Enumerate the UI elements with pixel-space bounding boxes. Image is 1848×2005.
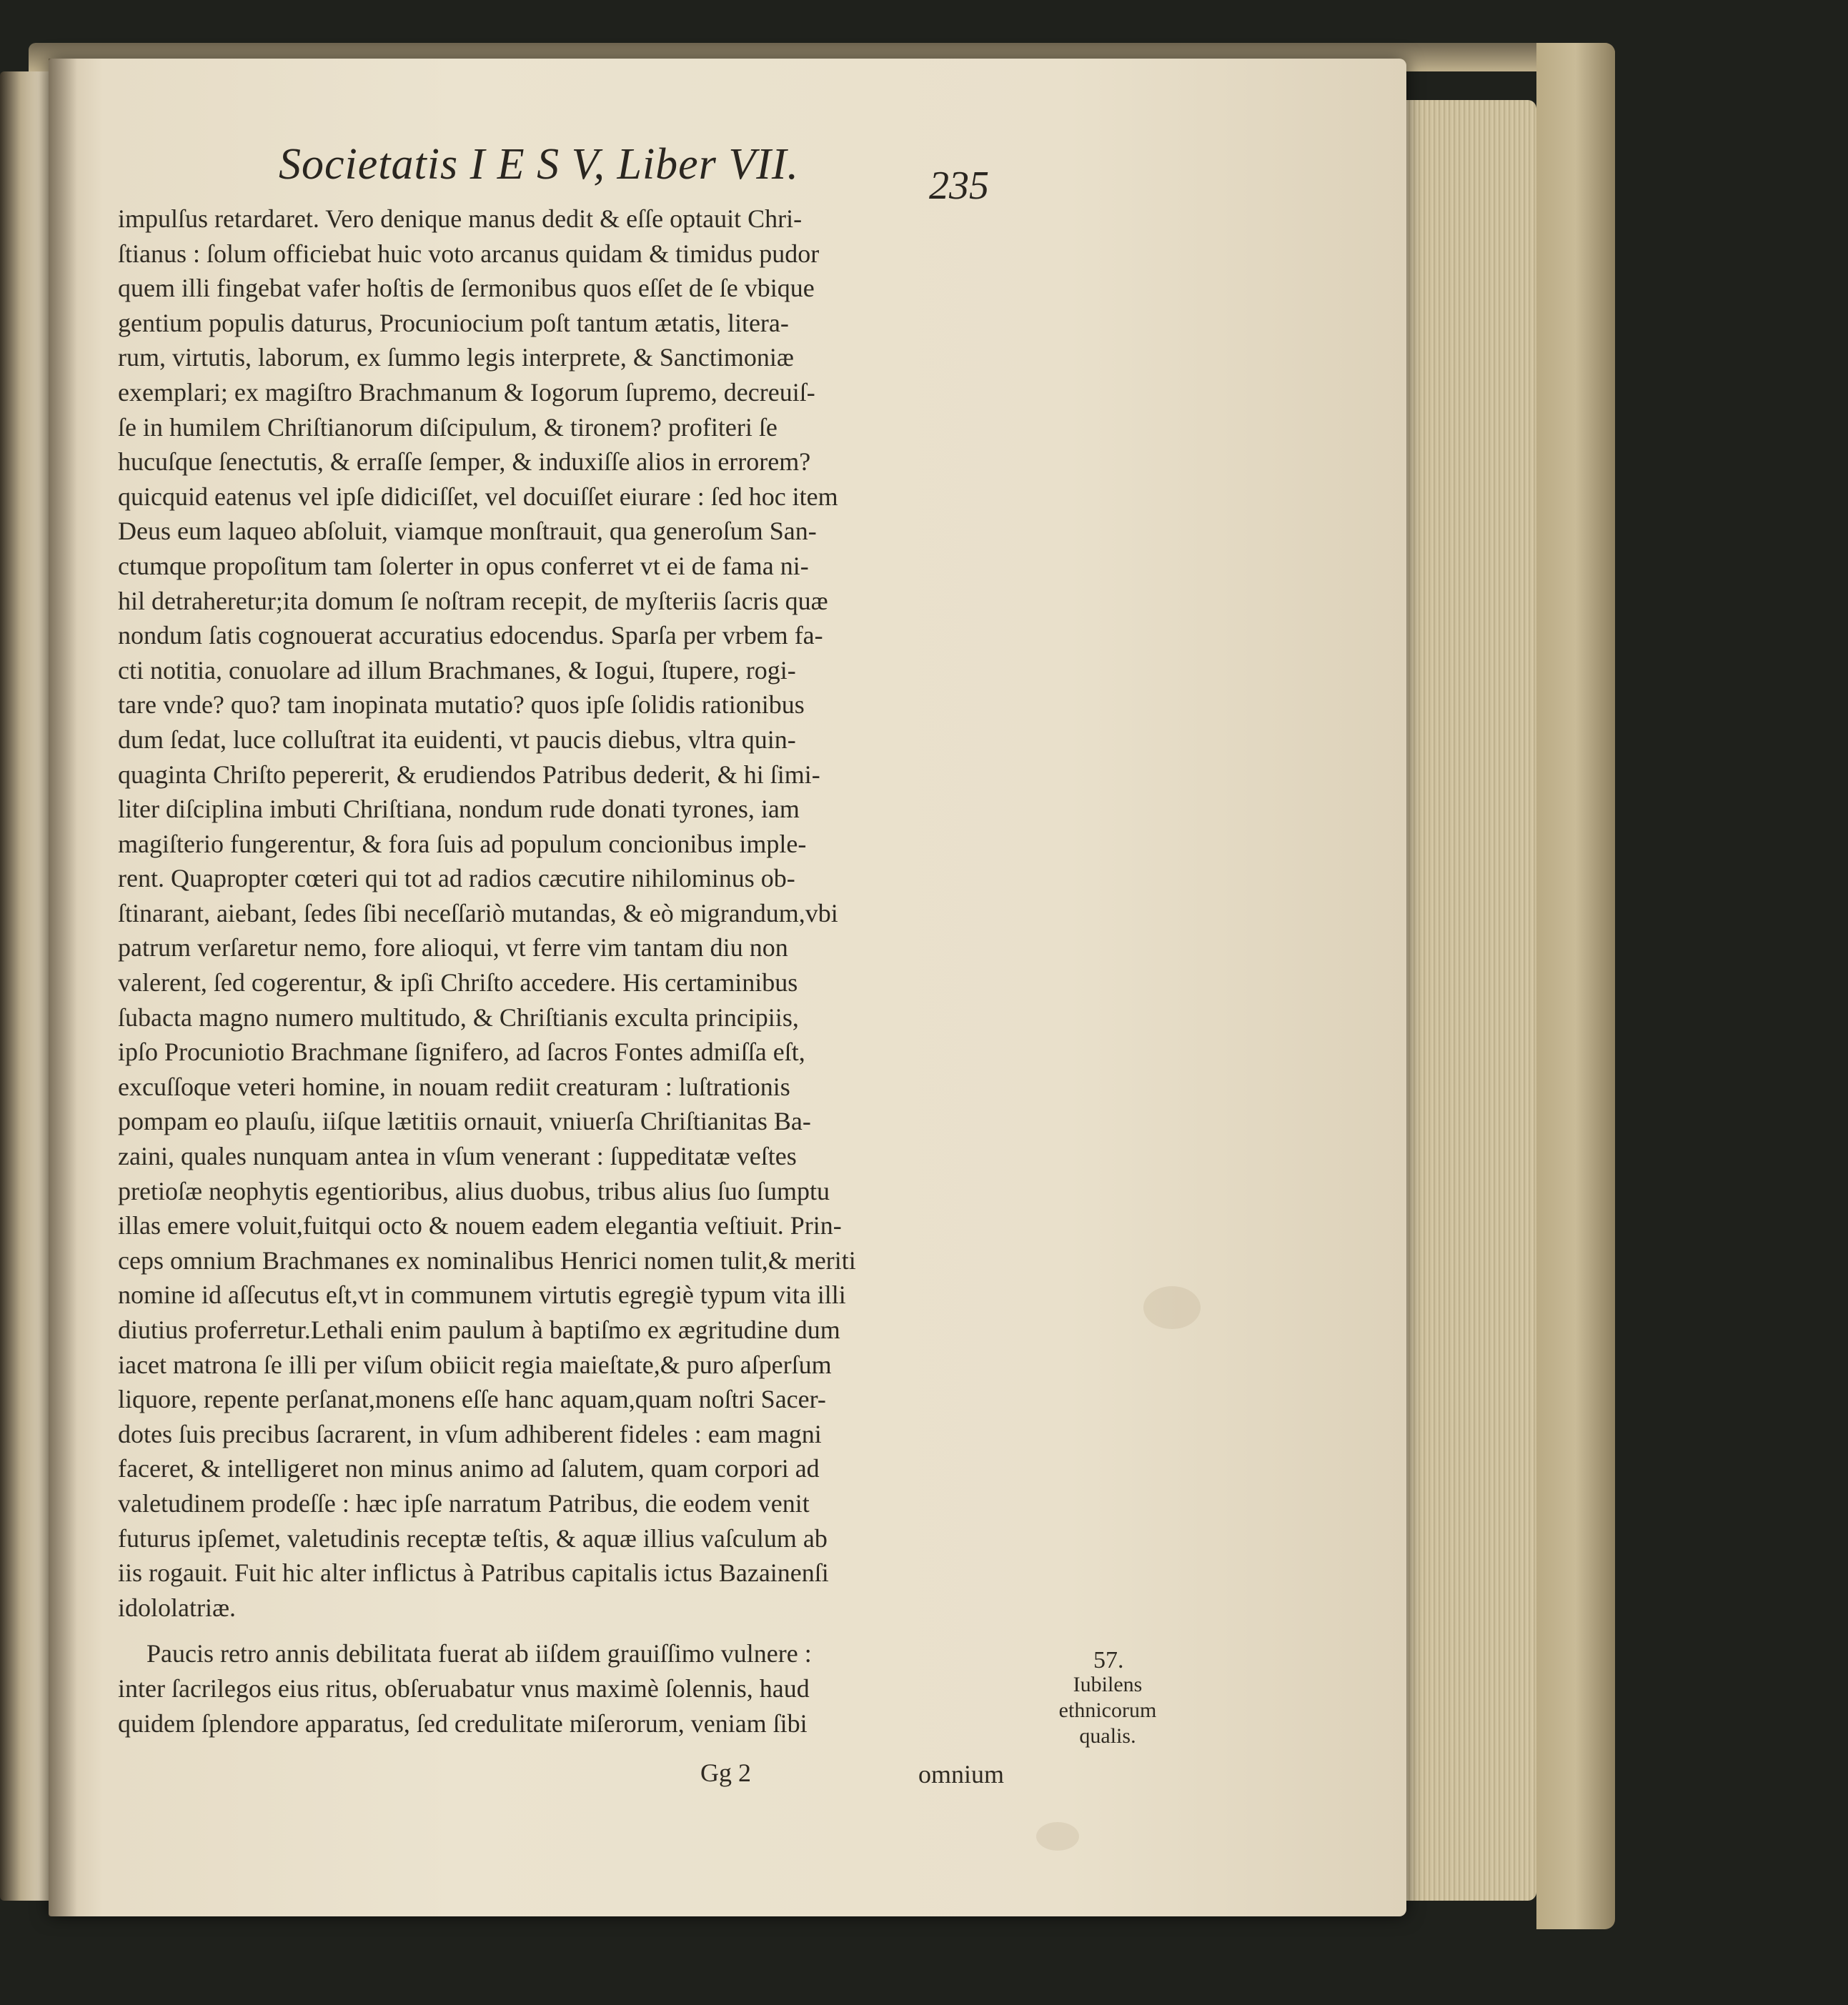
text-line: ſe in humilem Chriſtianorum diſcipulum, & tironem? profiteri ſe <box>118 412 778 442</box>
page-gutter-shadow <box>49 59 77 1916</box>
text-line: rum, virtutis, laborum, ex ſummo legis interprete, & Sanctimoniæ <box>118 343 794 372</box>
text-line: liter diſciplina imbuti Chriſtiana, nondum rude donati tyrones, iam <box>118 795 800 824</box>
text-line: quidem ſplendore apparatus, ſed credulitate miſerorum, veniam ſibi <box>118 1708 808 1738</box>
text-line: nomine id aſſecutus eſt,vt in communem virtutis egregiè typum vita illi <box>118 1280 846 1310</box>
text-line: nondum ſatis cognouerat accuratius edocendus. Sparſa per vrbem fa- <box>118 621 823 650</box>
marginal-note-line: ethnicorum <box>1058 1698 1157 1722</box>
text-line: Deus eum laqueo abſoluit, viamque monſtrauit, qua generoſum San- <box>118 517 817 546</box>
text-line: gentium populis daturus, Procuniocium poſt tantum ætatis, litera- <box>118 308 789 337</box>
text-line: Paucis retro annis debilitata fuerat ab iiſdem grauiſſimo vulnere : <box>146 1639 812 1668</box>
text-line: iacet matrona ſe illi per viſum obiicit regia maieſtate,& puro aſperſum <box>118 1350 832 1379</box>
marginal-note-line: qualis. <box>1079 1724 1136 1748</box>
page-number: 235 <box>929 164 989 208</box>
paper-stain <box>1143 1286 1201 1329</box>
left-facing-page <box>0 71 51 1901</box>
text-line: pretioſæ neophytis egentioribus, alius duobus, tribus alius ſuo ſumptu <box>118 1176 830 1205</box>
text-line: patrum verſaretur nemo, fore alioqui, vt ferre vim tantam diu non <box>118 933 788 962</box>
text-line: cti notitia, conuolare ad illum Brachmanes, & Iogui, ſtupere, rogi- <box>118 655 796 685</box>
paper-stain <box>1036 1822 1079 1851</box>
text-line: ceps omnium Brachmanes ex nominalibus Henrici nomen tulit,& meriti <box>118 1245 856 1275</box>
text-line: idololatriæ. <box>118 1593 236 1622</box>
book-cover-right-edge <box>1536 43 1615 1929</box>
text-line: dotes ſuis precibus ſacrarent, in vſum adhiberent fideles : eam magni <box>118 1419 822 1448</box>
signature-mark: Gg 2 <box>700 1758 751 1787</box>
text-line: rent. Quapropter cœteri qui tot ad radios cæcutire nihilominus ob- <box>118 864 795 893</box>
text-line: quaginta Chriſto pepererit, & erudiendos Patribus dederit, & hi ſimi- <box>118 760 820 789</box>
text-line: liquore, repente perſanat,monens eſſe hanc aquam,quam noſtri Sacer- <box>118 1385 826 1414</box>
text-line: excuſſoque veteri homine, in nouam rediit creaturam : luſtrationis <box>118 1072 790 1101</box>
marginal-note-line: Iubilens <box>1073 1673 1143 1696</box>
paragraph-1 <box>118 202 1047 1625</box>
text-line: valetudinem prodeſſe : hæc ipſe narratum Patribus, die eodem venit <box>118 1488 810 1518</box>
text-line: exemplari; ex magiſtro Brachmanum & Iogorum ſupremo, decreuiſ- <box>118 377 815 407</box>
text-line: futurus ipſemet, valetudinis receptæ teſtis, & aquæ illius vaſculum ab <box>118 1523 828 1553</box>
text-line: faceret, & intelligeret non minus animo ad ſalutem, quam corpori ad <box>118 1454 820 1483</box>
text-line: diutius proferretur.Lethali enim paulum à baptiſmo ex ægritudine dum <box>118 1315 840 1344</box>
text-line: inter ſacrilegos eius ritus, obſeruabatur vnus maximè ſolennis, haud <box>118 1673 810 1703</box>
catchword: omnium <box>918 1760 1005 1788</box>
text-line: zaini, quales nunquam antea in vſum venerant : ſuppeditatæ veſtes <box>118 1142 797 1171</box>
text-line: quem illi fingebat vafer hoſtis de ſermonibus quos eſſet de ſe vbique <box>118 274 815 303</box>
page-stack-edges <box>1401 100 1536 1901</box>
text-line: dum ſedat, luce colluſtrat ita euidenti, vt paucis diebus, vltra quin- <box>118 725 796 754</box>
running-title: Societatis I E S V, Liber VII. <box>279 140 799 189</box>
text-line: ctumque propoſitum tam ſolerter in opus conferret vt ei de fama ni- <box>118 551 809 580</box>
text-line: hucuſque ſenectutis, & erraſſe ſemper, & induxiſſe alios in errorem? <box>118 447 811 477</box>
text-line: ſtianus : ſolum officiebat huic voto arcanus quidam & timidus pudor <box>118 239 820 268</box>
body-text <box>118 202 1047 1741</box>
text-line: impulſus retardaret. Vero denique manus dedit & eſſe optauit Chri- <box>118 204 803 233</box>
text-line: ſubacta magno numero multitudo, & Chriſtianis exculta principiis, <box>118 1002 799 1032</box>
paragraph-2 <box>118 1636 1047 1741</box>
text-line: ipſo Procuniotio Brachmane ſignifero, ad ſacros Fontes admiſſa eſt, <box>118 1038 805 1067</box>
text-line: pompam eo plauſu, iiſque lætitiis ornauit, vniuerſa Chriſtianitas Ba- <box>118 1107 811 1136</box>
text-line: hil detraheretur;ita domum ſe noſtram recepit, de myſteriis ſacris quæ <box>118 586 828 615</box>
text-line: tare vnde? quo? tam inopinata mutatio? quos ipſe ſolidis rationibus <box>118 690 805 720</box>
text-line: iis rogauit. Fuit hic alter inflictus à Patribus capitalis ictus Bazainenſi <box>118 1558 829 1588</box>
text-line: illas emere voluit,fuitqui octo & nouem eadem elegantia veſtiuit. Prin- <box>118 1211 842 1240</box>
marginal-note <box>1036 1672 1179 1749</box>
text-line: quicquid eatenus vel ipſe didiciſſet, vel docuiſſet eiurare : ſed hoc item <box>118 482 838 511</box>
text-line: magiſterio fungerentur, & fora ſuis ad populum concionibus imple- <box>118 829 807 858</box>
text-line: valerent, ſed cogerentur, & ipſi Chriſto accedere. His certaminibus <box>118 968 798 997</box>
marginal-number: 57. <box>1093 1647 1124 1673</box>
text-line: ſtinarant, aiebant, ſedes ſibi neceſſariò mutandas, & eò migrandum,vbi <box>118 898 838 927</box>
